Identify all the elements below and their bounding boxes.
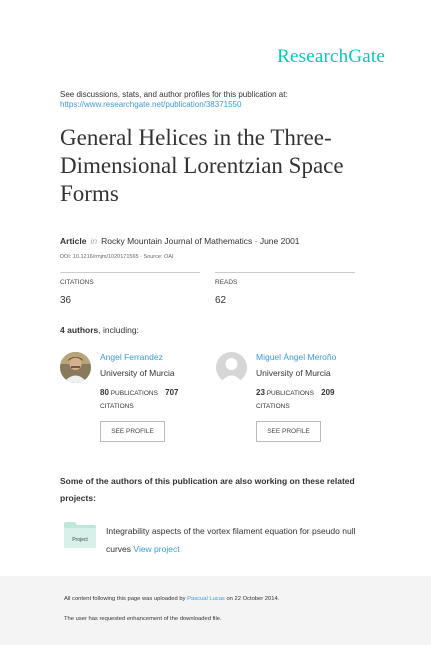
reads-stat xyxy=(215,272,355,306)
person-photo-icon xyxy=(60,352,91,383)
author-name-link[interactable]: Angel Ferrandez xyxy=(100,352,163,362)
footer xyxy=(0,576,431,645)
publication-url-link[interactable]: https://www.researchgate.net/publication/38371550 xyxy=(60,100,242,109)
authors-heading xyxy=(60,325,139,335)
author-citations-count: 209 xyxy=(321,388,335,397)
publications-label: PUBLICATIONS xyxy=(266,390,314,397)
author-institution: University of Murcia xyxy=(100,368,175,378)
upload-note xyxy=(64,596,279,602)
related-projects-heading: Some of the authors of this publication are also working on these related projects: xyxy=(60,476,355,503)
author-avatar-placeholder[interactable] xyxy=(216,352,247,383)
researchgate-logo[interactable]: ResearchGate xyxy=(277,46,385,67)
publications-count: 23 xyxy=(256,388,265,397)
reads-value: 62 xyxy=(215,295,227,306)
author-name-link[interactable]: Miguel Ángel Meroño xyxy=(256,352,337,362)
author-stats xyxy=(256,386,366,413)
see-profile-button[interactable]: SEE PROFILE xyxy=(100,421,165,442)
intro xyxy=(60,90,288,110)
citations-label: CITATIONS xyxy=(60,279,94,286)
authors-heading-rest: , including: xyxy=(98,325,139,335)
upload-suffix: on 22 October 2014. xyxy=(226,596,280,602)
folder-icon xyxy=(64,522,96,548)
authors-count: 4 authors xyxy=(60,325,99,335)
citations-stat xyxy=(60,272,200,306)
view-project-link[interactable]: View project xyxy=(133,544,180,554)
author-institution: University of Murcia xyxy=(256,368,331,378)
upload-prefix: All content following this page was uploaded by xyxy=(64,596,186,602)
author-avatar-photo[interactable] xyxy=(60,352,91,383)
author-info xyxy=(256,352,366,442)
see-profile-button[interactable]: SEE PROFILE xyxy=(256,421,321,442)
uploader-link[interactable]: Pascual Lucas xyxy=(187,596,225,602)
default-user-icon xyxy=(216,352,247,383)
publication-type: Article xyxy=(60,236,87,246)
publications-label: PUBLICATIONS xyxy=(110,390,158,397)
project-description xyxy=(106,522,376,558)
publication-title: General Helices in the Three-Dimensional Lorentzian Space Forms xyxy=(60,125,344,206)
project-title: Integrability aspects of the vortex filament equation for pseudo null curves xyxy=(106,526,356,554)
reads-label: READS xyxy=(215,279,238,286)
author-citations-label: CITATIONS xyxy=(100,403,134,410)
intro-text: See discussions, stats, and author profiles for this publication at: xyxy=(60,90,288,99)
author-citations-label: CITATIONS xyxy=(256,403,290,410)
publications-count: 80 xyxy=(100,388,109,397)
citations-value: 36 xyxy=(60,295,72,306)
in-label: in xyxy=(90,236,98,246)
project-icon-label: Project xyxy=(72,537,88,543)
author-stats xyxy=(100,386,210,413)
doi-line: DOI: 10.1216/rmjm/1020171565 · Source: OAI xyxy=(60,254,174,260)
publication-meta xyxy=(60,236,300,246)
journal-venue[interactable]: Rocky Mountain Journal of Mathematics · June 2001 xyxy=(101,236,300,246)
enhancement-note: The user has requested enhancement of the downloaded file. xyxy=(64,616,222,622)
author-citations-count: 707 xyxy=(165,388,179,397)
author-info xyxy=(100,352,210,442)
